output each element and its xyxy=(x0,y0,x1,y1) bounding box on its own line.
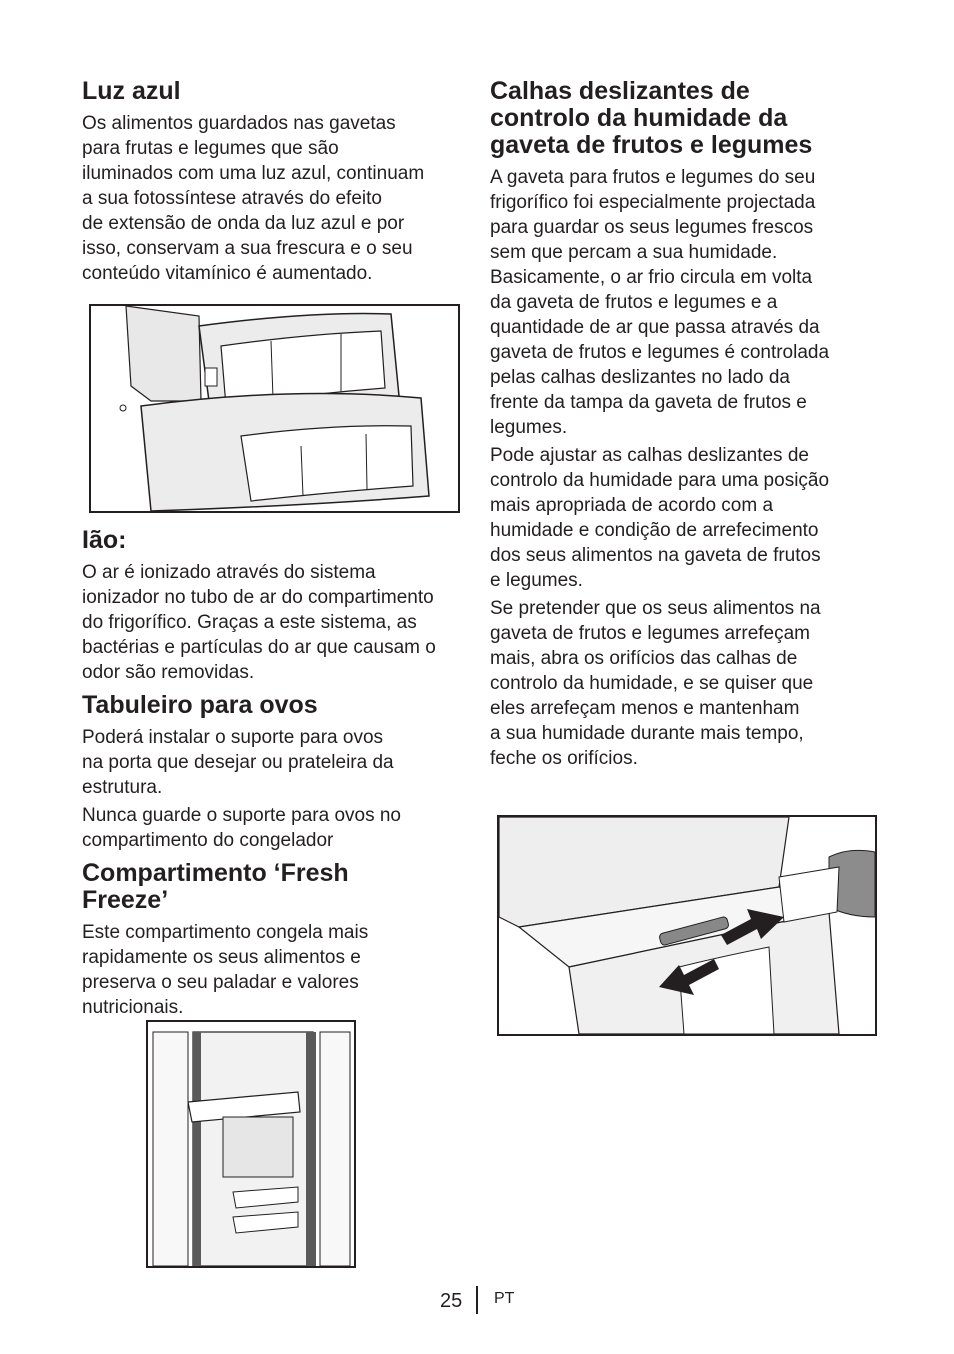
fresh-freeze-heading: Compartimento ‘Fresh Freeze’ xyxy=(82,859,349,914)
tabuleiro-ovos-text-1: Poderá instalar o suporte para ovos na porta que desejar ou prateleira da estrutura. xyxy=(82,727,394,798)
humidity-slider-drawing xyxy=(499,817,875,1034)
luz-azul-text: Os alimentos guardados nas gavetas para frutas e legumes que são iluminados com uma luz azul, continuam a sua fotossíntese através do efeito de extensão de onda da luz azul e por isso, conservam a sua frescura e o seu conteúdo vitamínico é aumentado. xyxy=(82,113,425,284)
tabuleiro-ovos-heading: Tabuleiro para ovos xyxy=(82,691,318,719)
calhas-text-3: Se pretender que os seus alimentos na gaveta de frutos e legumes arrefeçam mais, abra os orifícios das calhas de controlo da humidade, e se quiser que eles arrefeçam menos e mantenham a sua humidade durante mais tempo, feche os orifícios. xyxy=(490,598,821,769)
page-number: 25 xyxy=(440,1290,463,1312)
humidity-slider-illustration xyxy=(497,815,877,1036)
calhas-text-2: Pode ajustar as calhas deslizantes de controlo da humidade para uma posição mais apropriada de acordo com a humidade e condição de arrefecimento dos seus alimentos na gaveta de frutos e legumes. xyxy=(490,445,830,591)
iao-text: O ar é ionizado através do sistema ionizador no tubo de ar do compartimento do frigorífico. Graças a este sistema, as bactérias e partículas do ar que causam o odor são removidas. xyxy=(82,562,436,683)
fresh-freeze-text: Este compartimento congela mais rapidamente os seus alimentos e preserva o seu paladar e valores nutricionais. xyxy=(82,922,369,1018)
iao-heading: Ião: xyxy=(82,526,127,554)
crisper-drawer-drawing xyxy=(91,306,458,511)
crisper-drawer-illustration xyxy=(89,304,460,513)
right-column xyxy=(490,78,880,774)
footer-divider xyxy=(476,1286,478,1314)
fridge-interior-drawing xyxy=(148,1022,354,1266)
calhas-heading: Calhas deslizantes de controlo da humidade da gaveta de frutos e legumes xyxy=(490,77,813,159)
calhas-text-1: A gaveta para frutos e legumes do seu frigorífico foi especialmente projectada para guardar os seus legumes frescos sem que percam a sua humidade. Basicamente, o ar frio circula em volta da gaveta de frutos e legumes e a quantidade de ar que passa através da gaveta de frutos e legumes é controlada pelas calhas deslizantes no lado da frente da tampa da gaveta de frutos e legumes. xyxy=(490,167,830,438)
egg-tray-illustration xyxy=(146,1020,356,1268)
left-column xyxy=(82,78,482,1023)
language-code: PT xyxy=(494,1290,515,1307)
tabuleiro-ovos-text-2: Nunca guarde o suporte para ovos no compartimento do congelador xyxy=(82,805,401,851)
luz-azul-heading: Luz azul xyxy=(82,77,181,105)
